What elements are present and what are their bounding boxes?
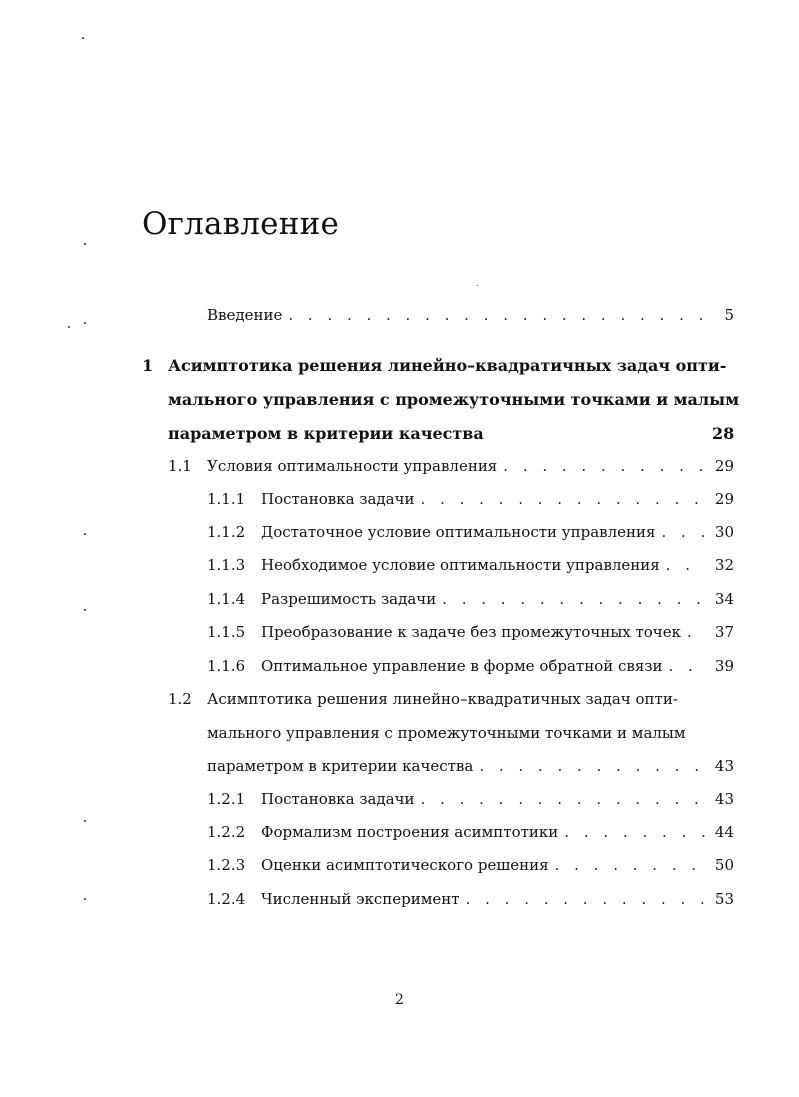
leader-dots [666,556,706,574]
toc-entry-1-1[interactable] [168,457,734,475]
leader-dots [479,757,706,775]
leader-dots [687,623,706,641]
subsection-number: 1.1.1 [207,490,246,508]
scan-speck [84,243,86,245]
subsection-number: 1.1.4 [207,590,246,608]
toc-entry-1-1-6[interactable] [207,657,734,675]
scan-speck [82,37,84,39]
chapter-title-line-3[interactable]: параметром в критерии качества [168,424,484,443]
scan-speck [477,285,478,286]
chapter-number: 1 [142,356,154,375]
subsection-number: 1.1.6 [207,657,246,675]
toc-page: 29 [714,490,734,508]
toc-label: Оптимальное управление в форме обратной связи [261,657,663,675]
toc-label: Постановка задачи [261,790,415,808]
toc-page: 44 [714,823,734,841]
scan-speck [68,326,70,328]
scan-speck [84,609,86,611]
toc-page: 29 [714,457,734,475]
toc-entry-1-1-4[interactable] [207,590,734,608]
section-number: 1.2 [168,690,192,708]
toc-page: 5 [724,306,734,324]
toc-page: 43 [714,790,734,808]
toc-page: 32 [714,556,734,574]
toc-page: 50 [714,856,734,874]
leader-dots [466,890,706,908]
toc-entry-1-1-5[interactable] [207,623,734,641]
leader-dots [421,490,706,508]
toc-entry-1-2[interactable] [207,757,734,775]
toc-label: Постановка задачи [261,490,415,508]
leader-dots [661,523,706,541]
toc-page: 37 [714,623,734,641]
toc-label: Оценки асимптотического решения [261,856,549,874]
scan-speck [84,322,86,324]
subsection-number: 1.2.1 [207,790,246,808]
toc-label: Необходимое условие оптимальности управления [261,556,660,574]
toc-label: Преобразование к задаче без промежуточных точек [261,623,681,641]
subsection-number: 1.1.3 [207,556,246,574]
section-title-line-3: параметром в критерии качества [207,757,474,775]
chapter-page: 28 [712,424,735,443]
toc-label: Введение [207,306,283,324]
toc-entry-1-2-4[interactable] [207,890,734,908]
leader-dots [555,856,706,874]
toc-entry-1-2-1[interactable] [207,790,734,808]
subsection-number: 1.2.4 [207,890,246,908]
leader-dots [503,457,706,475]
subsection-number: 1.1.5 [207,623,246,641]
subsection-number: 1.2.3 [207,856,246,874]
toc-entry-intro[interactable] [207,306,734,324]
scan-speck [84,533,86,535]
toc-label: Достаточное условие оптимальности управления [261,523,656,541]
section-title-line-1[interactable]: Асимптотика решения линейно–квадратичных задач опти- [207,690,678,708]
scan-speck [84,820,86,822]
toc-entry-1-1-1[interactable] [207,490,734,508]
leader-dots [421,790,706,808]
toc-label: Разрешимость задачи [261,590,437,608]
toc-entry-1-1-2[interactable] [207,523,734,541]
toc-label: Численный эксперимент [261,890,460,908]
leader-dots [288,306,706,324]
toc-entry-1-2-3[interactable] [207,856,734,874]
page-number: 2 [395,992,404,1008]
page-title: Оглавление [142,206,339,242]
toc-page: 34 [714,590,734,608]
section-title-line-2[interactable]: мального управления с промежуточными точками и малым [207,724,686,742]
leader-dots [669,657,706,675]
toc-entry-1-2-2[interactable] [207,823,734,841]
scan-speck [84,898,86,900]
chapter-title-line-1[interactable]: Асимптотика решения линейно–квадратичных задач опти- [168,356,727,375]
toc-label: Формализм построения асимптотики [261,823,559,841]
toc-page: 39 [714,657,734,675]
toc-entry-1-1-3[interactable] [207,556,734,574]
toc-page: 30 [714,523,734,541]
toc-label: Условия оптимальности управления [207,457,498,475]
subsection-number: 1.2.2 [207,823,246,841]
chapter-title-line-2[interactable]: мального управления с промежуточными точками и малым [168,390,740,409]
subsection-number: 1.1.2 [207,523,246,541]
section-number: 1.1 [168,457,192,475]
leader-dots [564,823,706,841]
leader-dots [442,590,706,608]
toc-page: 43 [714,757,734,775]
toc-page: 53 [714,890,734,908]
